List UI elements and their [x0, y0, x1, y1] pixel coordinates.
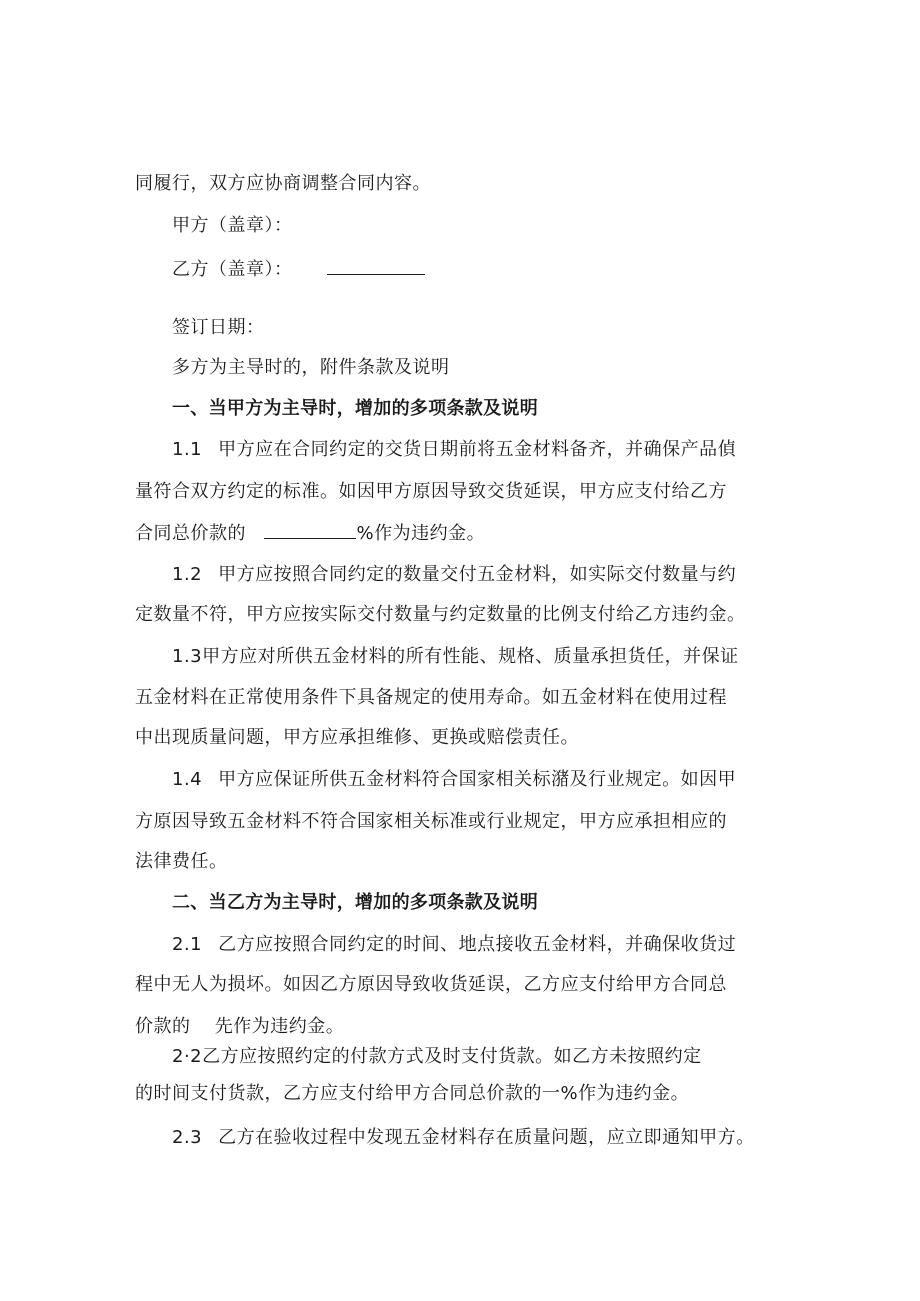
clause-1-2-line-1 [172, 563, 736, 587]
party-a-seal-label: 甲方（盖章）： [172, 215, 293, 236]
clause-text: 价款的 [135, 1016, 191, 1037]
clause-2-2-line-1: 2·2乙方应按照约定的付款方式及时支付货款。如乙方未按照约定 [172, 1046, 702, 1067]
section-heading-party-a: 一、当甲方为主导时，增加的多项条款及说明 [172, 398, 538, 419]
clause-2-1-line-2: 程中无人为损坏。如因乙方原因导致收货延误，乙方应支付给甲方合同总 [135, 974, 727, 995]
party-b-seal-line [172, 256, 425, 282]
clause-1-3-line-2: 五金材料在正常使用条件下具备规定的使用寿命。如五金材料在使用过程 [135, 687, 727, 708]
clause-text: 甲方应在合同约定的交货日期前将五金材料备齐，并确保产品偵 [218, 439, 737, 460]
clause-text: 合同总价款的 [135, 523, 246, 544]
clause-1-4-line-3: 法律费任。 [135, 851, 228, 872]
clause-1-4-line-1 [172, 768, 736, 792]
clause-1-2-line-2: 定数量不符，甲方应按实际交付数量与约定数量的比例支付给乙方违约金。 [135, 604, 746, 625]
clause-number: 2.1 [172, 934, 203, 955]
clause-1-4-line-2: 方原因导致五金材料不符合国家相关标准或行业规定，甲方应承担相应的 [135, 811, 727, 832]
clause-1-1-line-1 [172, 438, 736, 462]
clause-text: 乙方应按照合同约定的时间、地点接收五金材料，并确保收货过 [218, 934, 737, 955]
party-b-seal-label: 乙方（盖章）： [172, 259, 293, 280]
clause-number: 1.4 [172, 769, 203, 790]
clause-2-1-line-3 [135, 1015, 344, 1039]
clause-text: 乙方在验收过程中发现五金材料存在质量问题，应立即通知甲方。 [218, 1127, 755, 1148]
clause-1-3-line-1: 1.3甲方应对所供五金材料的所有性能、规格、质量承担货任，并保证 [172, 646, 739, 667]
penalty-percent-blank [264, 520, 356, 539]
clause-text: 甲方应保证所供五金材料符合国家相关标潴及行业规定。如因甲 [218, 769, 737, 790]
clause-text: 先作为违约金。 [214, 1016, 345, 1037]
appendix-intro: 多方为主导时的，附件条款及说明 [172, 357, 450, 378]
clause-number: 1.2 [172, 564, 203, 585]
party-b-seal-blank [327, 256, 425, 275]
sign-date-label: 签订日期： [172, 317, 265, 338]
clause-1-1-line-2: 量符合双方约定的标准。如因甲方原因导致交货延误，甲方应支付给乙方 [135, 481, 727, 502]
clause-text: %作为违约金。 [356, 523, 486, 544]
clause-number: 2.3 [172, 1127, 203, 1148]
paragraph-line: 同履行，双方应协商调整合同内容。 [135, 173, 431, 194]
clause-2-2-line-2: 的时间支付货款，乙方应支付给甲方合同总价款的一%作为违约金。 [135, 1083, 690, 1104]
clause-1-3-line-3: 中出现质量问题，甲方应承担维修、更换或赔偿责任。 [135, 727, 579, 748]
clause-1-1-line-3 [135, 520, 485, 546]
clause-2-3-line-1 [172, 1126, 755, 1150]
clause-text: 甲方应按照合同约定的数量交付五金材料，如实际交付数量与约 [218, 564, 737, 585]
clause-number: 1.1 [172, 439, 203, 460]
clause-2-1-line-1 [172, 933, 736, 957]
section-heading-party-b: 二、当乙方为主导时，增加的多项条款及说明 [172, 892, 538, 913]
